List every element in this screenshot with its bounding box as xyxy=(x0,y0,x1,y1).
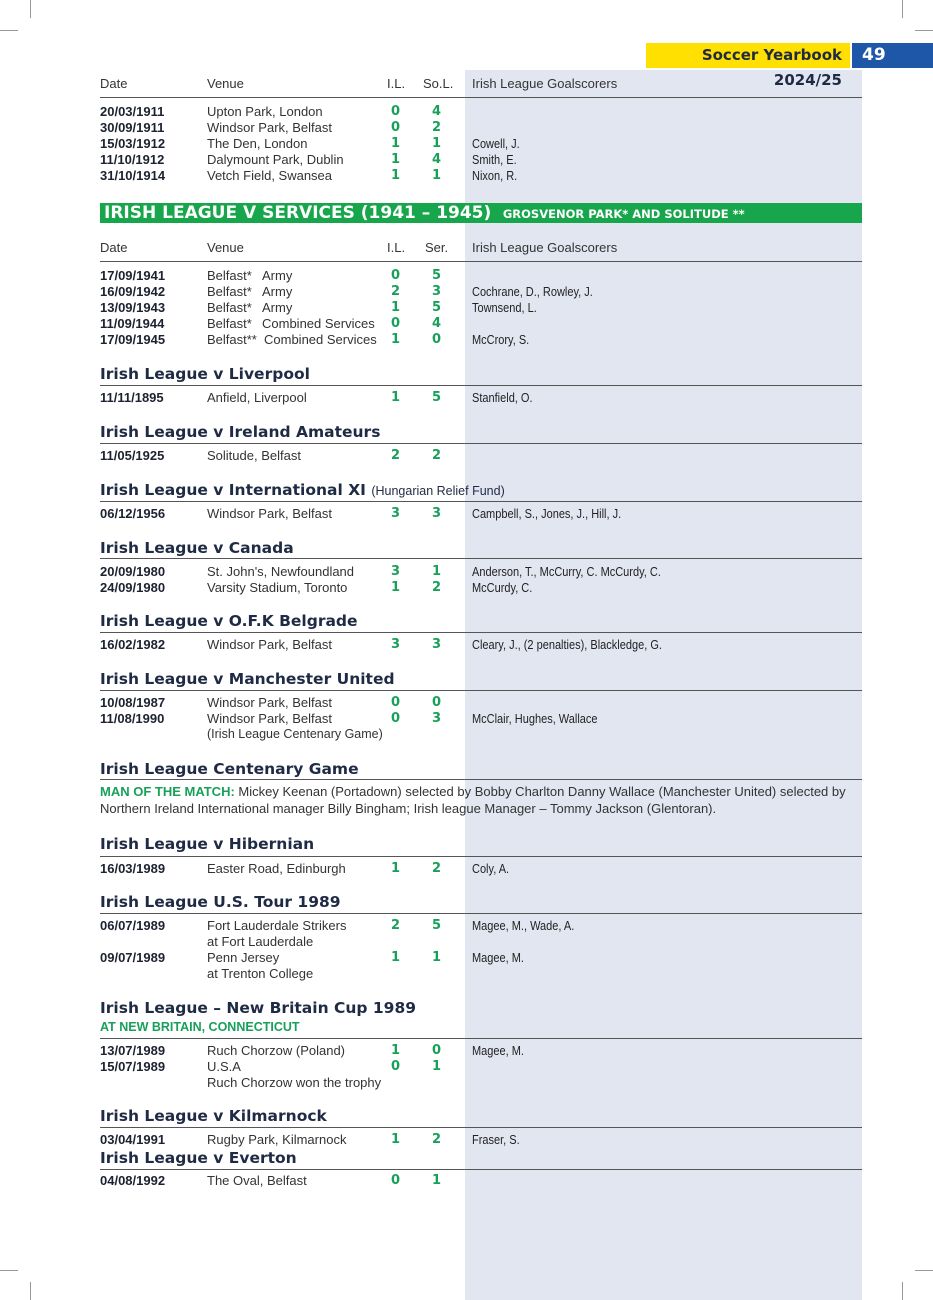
goalscorers: Magee, M. xyxy=(472,1044,524,1058)
match-venue-detail: at Trenton College xyxy=(207,966,314,981)
crop-mark xyxy=(915,1270,933,1271)
match-venue: Belfast* xyxy=(207,316,252,331)
il-score: 3 xyxy=(391,506,401,521)
section-note: (Hungarian Relief Fund) xyxy=(371,484,505,498)
section-title: Irish League U.S. Tour 1989 xyxy=(100,893,341,911)
opponent-score: 1 xyxy=(432,950,442,965)
divider xyxy=(100,1038,862,1039)
il-score: 1 xyxy=(391,332,401,347)
il-score: 0 xyxy=(391,268,401,283)
match-venue: Dalymount Park, Dublin xyxy=(207,152,344,167)
opponent: Army xyxy=(262,284,293,299)
match-date: 15/03/1912 xyxy=(100,136,166,151)
il-score: 0 xyxy=(391,695,401,710)
match-venue: U.S.A xyxy=(207,1059,241,1074)
il-score: 0 xyxy=(391,316,401,331)
match-date: 16/03/1989 xyxy=(100,861,166,876)
section-title xyxy=(100,481,505,499)
match-date: 03/04/1991 xyxy=(100,1132,166,1147)
crop-mark xyxy=(902,0,903,18)
match-venue: Varsity Stadium, Toronto xyxy=(207,580,348,595)
il-score: 1 xyxy=(391,950,401,965)
opponent-score: 0 xyxy=(432,332,442,347)
opponent-score: 2 xyxy=(432,861,442,876)
col-header-date: Date xyxy=(100,76,128,91)
match-venue: Ruch Chorzow (Poland) xyxy=(207,1043,346,1058)
section-title: Irish League v Ireland Amateurs xyxy=(100,423,381,441)
il-score: 1 xyxy=(391,300,401,315)
motm-body: Mickey Keenan (Portadown) selected by Bobby Charlton Danny Wallace (Manchester United) selected by Northern Ireland International manager Billy Bingham; Irish league Manager – Tommy Jackson (Glentoran). xyxy=(100,784,846,816)
match-venue: The Oval, Belfast xyxy=(207,1173,307,1188)
match-venue: Windsor Park, Belfast xyxy=(207,506,332,521)
match-venue: Rugby Park, Kilmarnock xyxy=(207,1132,347,1147)
match-venue: St. John's, Newfoundland xyxy=(207,564,355,579)
opponent: Army xyxy=(262,300,293,315)
il-score: 1 xyxy=(391,580,401,595)
match-venue: Belfast* xyxy=(207,300,252,315)
col-header-date: Date xyxy=(100,240,128,255)
col-header-scorers: Irish League Goalscorers xyxy=(472,240,618,255)
crop-mark xyxy=(30,1282,31,1300)
match-date: 16/02/1982 xyxy=(100,637,166,652)
goalscorers: Coly, A. xyxy=(472,862,510,876)
crop-mark xyxy=(0,1270,18,1271)
opponent-score: 0 xyxy=(432,1043,442,1058)
il-score: 3 xyxy=(391,637,401,652)
opponent-score: 1 xyxy=(432,136,442,151)
opponent-score: 3 xyxy=(432,711,442,726)
section-title: Irish League – New Britain Cup 1989 xyxy=(100,999,417,1017)
motm-label: MAN OF THE MATCH: xyxy=(100,784,235,799)
il-score: 2 xyxy=(391,448,401,463)
match-venue: Solitude, Belfast xyxy=(207,448,301,463)
crop-mark xyxy=(0,30,18,31)
opponent-score: 5 xyxy=(432,918,442,933)
divider xyxy=(100,97,862,98)
divider xyxy=(100,385,862,386)
match-venue: Penn Jersey xyxy=(207,950,280,965)
divider xyxy=(100,632,862,633)
il-score: 1 xyxy=(391,136,401,151)
col-header-venue: Venue xyxy=(207,240,244,255)
goalscorers: Smith, E. xyxy=(472,153,517,167)
crop-mark xyxy=(902,1282,903,1300)
il-score: 1 xyxy=(391,168,401,183)
il-score: 1 xyxy=(391,1132,401,1147)
match-date: 11/05/1925 xyxy=(100,448,165,463)
match-date: 11/10/1912 xyxy=(100,152,165,167)
match-date: 17/09/1945 xyxy=(100,332,166,347)
section-title: Irish League v Canada xyxy=(100,539,294,557)
col-header-scorers: Irish League Goalscorers xyxy=(472,76,618,91)
goalscorers: Magee, M. xyxy=(472,951,524,965)
opponent: Army xyxy=(262,268,293,283)
opponent-score: 3 xyxy=(432,284,442,299)
divider xyxy=(100,1169,862,1170)
match-venue: Fort Lauderdale Strikers xyxy=(207,918,347,933)
goalscorers: Nixon, R. xyxy=(472,169,518,183)
divider xyxy=(100,856,862,857)
match-date: 15/07/1989 xyxy=(100,1059,166,1074)
opponent-score: 3 xyxy=(432,637,442,652)
match-venue: The Den, London xyxy=(207,136,308,151)
match-date: 09/07/1989 xyxy=(100,950,166,965)
il-score: 2 xyxy=(391,918,401,933)
match-date: 30/09/1911 xyxy=(100,120,165,135)
match-date: 31/10/1914 xyxy=(100,168,166,183)
section-banner xyxy=(100,203,862,223)
match-venue: Windsor Park, Belfast xyxy=(207,120,332,135)
il-score: 0 xyxy=(391,1173,401,1188)
divider xyxy=(100,1127,862,1128)
section-title: Irish League v O.F.K Belgrade xyxy=(100,612,358,630)
match-date: 20/03/1911 xyxy=(100,104,165,119)
opponent-score: 1 xyxy=(432,564,442,579)
match-date: 10/08/1987 xyxy=(100,695,166,710)
section-title: Irish League v Liverpool xyxy=(100,365,310,383)
page-number: 49 xyxy=(852,43,933,68)
goalscorers: Cochrane, D., Rowley, J. xyxy=(472,285,593,299)
match-venue: Windsor Park, Belfast xyxy=(207,637,332,652)
goalscorers: McCrory, S. xyxy=(472,333,530,347)
goalscorers: Campbell, S., Jones, J., Hill, J. xyxy=(472,507,622,521)
match-date: 17/09/1941 xyxy=(100,268,166,283)
section-title: Irish League v Kilmarnock xyxy=(100,1107,327,1125)
match-venue: Anfield, Liverpool xyxy=(207,390,307,405)
goalscorers: Townsend, L. xyxy=(472,301,537,315)
opponent-score: 2 xyxy=(432,1132,442,1147)
opponent-score: 4 xyxy=(432,316,442,331)
match-date: 11/11/1895 xyxy=(100,390,164,405)
section-title-text: Irish League v International XI xyxy=(100,481,366,499)
match-date: 11/08/1990 xyxy=(100,711,165,726)
col-header-venue: Venue xyxy=(207,76,244,91)
opponent: Combined Services xyxy=(264,332,377,347)
divider xyxy=(100,501,862,502)
il-score: 1 xyxy=(391,861,401,876)
match-date: 06/12/1956 xyxy=(100,506,166,521)
match-venue: Upton Park, London xyxy=(207,104,323,119)
il-score: 1 xyxy=(391,152,401,167)
goalscorers: Cleary, J., (2 penalties), Blackledge, G. xyxy=(472,638,662,652)
goalscorers: Anderson, T., McCurry, C. McCurdy, C. xyxy=(472,565,661,579)
il-score: 0 xyxy=(391,711,401,726)
opponent: Combined Services xyxy=(262,316,375,331)
section-title: Irish League Centenary Game xyxy=(100,760,359,778)
opponent-score: 2 xyxy=(432,120,442,135)
match-venue: Easter Road, Edinburgh xyxy=(207,861,346,876)
running-header-title: Soccer Yearbook 2024/25 xyxy=(646,43,850,68)
opponent-score: 1 xyxy=(432,1059,442,1074)
section-title: Irish League v Hibernian xyxy=(100,835,315,853)
il-score: 1 xyxy=(391,1043,401,1058)
match-venue: Belfast** xyxy=(207,332,257,347)
match-venue: Vetch Field, Swansea xyxy=(207,168,333,183)
divider xyxy=(100,443,862,444)
match-date: 13/09/1943 xyxy=(100,300,166,315)
section-title: Irish League v Manchester United xyxy=(100,670,395,688)
opponent-score: 2 xyxy=(432,448,442,463)
col-header-sol: So.L. xyxy=(423,76,454,91)
goalscorers: Cowell, J. xyxy=(472,137,520,151)
match-note: (Irish League Centenary Game) xyxy=(207,727,383,741)
col-header-il: I.L. xyxy=(387,240,406,255)
man-of-the-match-text xyxy=(100,783,862,817)
opponent-score: 2 xyxy=(432,580,442,595)
divider xyxy=(100,690,862,691)
il-score: 1 xyxy=(391,390,401,405)
match-date: 20/09/1980 xyxy=(100,564,166,579)
col-header-ser: Ser. xyxy=(425,240,449,255)
section-title: Irish League v Everton xyxy=(100,1149,297,1167)
goalscorers: Magee, M., Wade, A. xyxy=(472,919,575,933)
opponent-score: 5 xyxy=(432,300,442,315)
goalscorers: McCurdy, C. xyxy=(472,581,533,595)
goalscorers: McClair, Hughes, Wallace xyxy=(472,712,598,726)
divider xyxy=(100,913,862,914)
il-score: 0 xyxy=(391,1059,401,1074)
il-score: 3 xyxy=(391,564,401,579)
banner-title: IRISH LEAGUE V SERVICES (1941 – 1945) xyxy=(104,203,492,223)
divider xyxy=(100,779,862,780)
match-date: 24/09/1980 xyxy=(100,580,166,595)
opponent-score: 1 xyxy=(432,1173,442,1188)
banner-subtitle: GROSVENOR PARK* AND SOLITUDE ** xyxy=(502,207,745,221)
goalscorers: Fraser, S. xyxy=(472,1133,520,1147)
opponent-score: 5 xyxy=(432,268,442,283)
match-date: 16/09/1942 xyxy=(100,284,166,299)
match-note: Ruch Chorzow won the trophy xyxy=(207,1075,382,1090)
match-date: 04/08/1992 xyxy=(100,1173,166,1188)
section-subtitle: AT NEW BRITAIN, CONNECTICUT xyxy=(100,1020,300,1034)
match-venue-detail: at Fort Lauderdale xyxy=(207,934,314,949)
crop-mark xyxy=(30,0,31,18)
opponent-score: 4 xyxy=(432,104,442,119)
match-date: 06/07/1989 xyxy=(100,918,166,933)
opponent-score: 0 xyxy=(432,695,442,710)
il-score: 0 xyxy=(391,104,401,119)
match-venue: Windsor Park, Belfast xyxy=(207,711,332,726)
divider xyxy=(100,261,862,262)
opponent-score: 4 xyxy=(432,152,442,167)
match-date: 13/07/1989 xyxy=(100,1043,166,1058)
opponent-score: 3 xyxy=(432,506,442,521)
goalscorers: Stanfield, O. xyxy=(472,391,533,405)
il-score: 0 xyxy=(391,120,401,135)
match-date: 11/09/1944 xyxy=(100,316,165,331)
match-venue: Belfast* xyxy=(207,268,252,283)
divider xyxy=(100,558,862,559)
match-venue: Windsor Park, Belfast xyxy=(207,695,332,710)
col-header-il: I.L. xyxy=(387,76,406,91)
opponent-score: 1 xyxy=(432,168,442,183)
match-venue: Belfast* xyxy=(207,284,252,299)
opponent-score: 5 xyxy=(432,390,442,405)
crop-mark xyxy=(915,30,933,31)
il-score: 2 xyxy=(391,284,401,299)
